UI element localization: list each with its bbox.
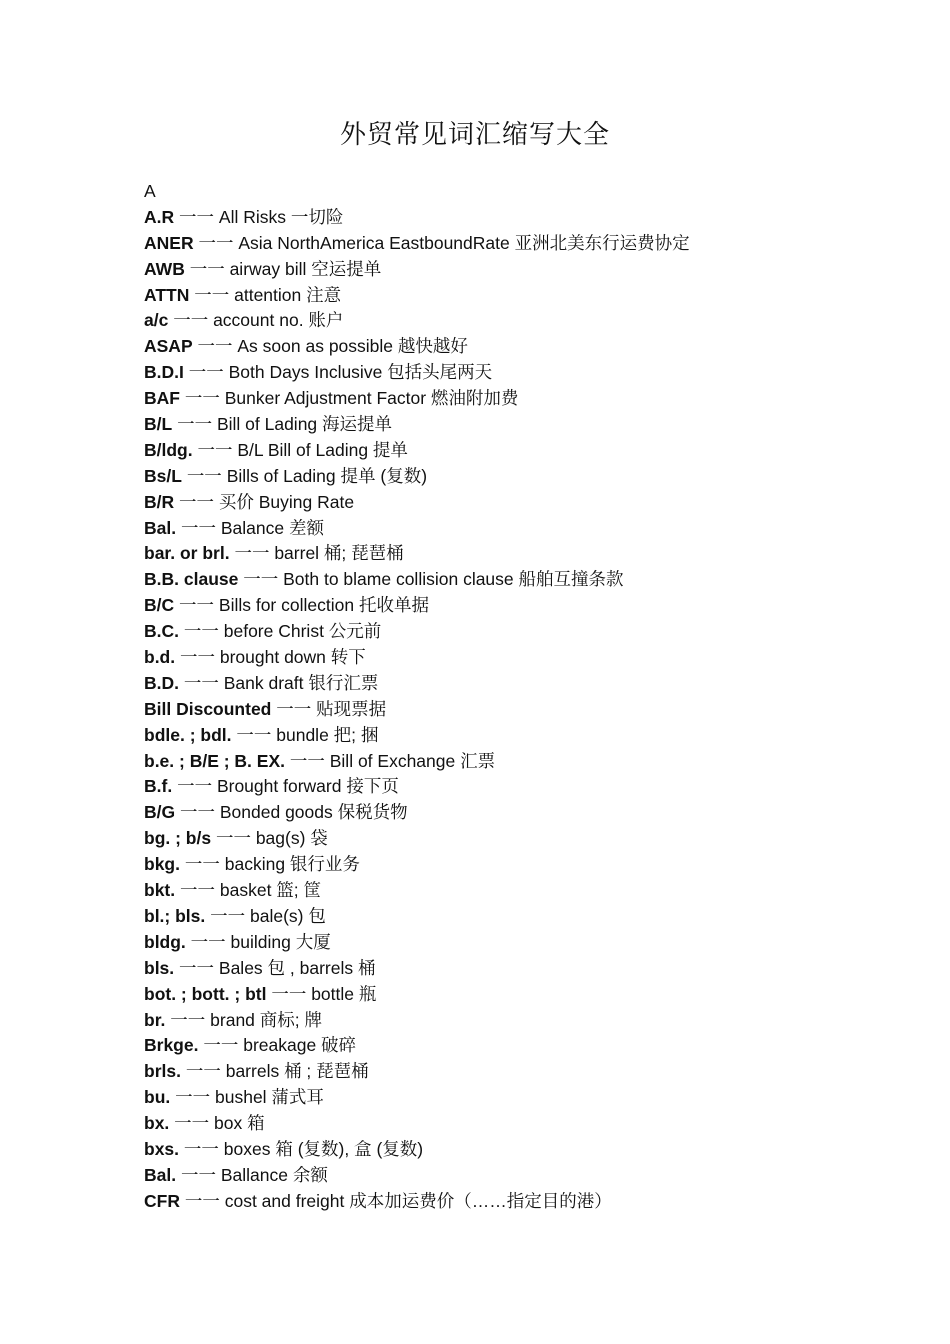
abbreviation-entry bbox=[144, 1033, 904, 1059]
abbreviation-definition: Bills for collection 托收单据 bbox=[218, 595, 429, 616]
abbreviation-term: BAF bbox=[144, 388, 180, 409]
abbreviation-definition: Balance 差额 bbox=[220, 517, 324, 538]
abbreviation-entry bbox=[144, 878, 904, 904]
abbreviation-definition: Bills of Lading 提单 (复数) bbox=[226, 465, 428, 486]
abbreviation-entry bbox=[144, 386, 904, 412]
abbreviation-entry bbox=[144, 749, 904, 775]
entry-separator: 一一 bbox=[210, 905, 246, 926]
abbreviation-definition: bale(s) 包 bbox=[250, 905, 326, 926]
entry-separator: 一一 bbox=[197, 336, 233, 357]
abbreviation-term: b.d. bbox=[144, 647, 176, 668]
entry-separator: 一一 bbox=[175, 1087, 211, 1108]
entry-separator: 一一 bbox=[215, 828, 251, 849]
abbreviation-entry bbox=[144, 334, 904, 360]
abbreviation-definition: Bank draft 银行汇票 bbox=[223, 672, 379, 693]
abbreviation-definition: 贴现票据 bbox=[316, 698, 387, 719]
abbreviation-term: Bill Discounted bbox=[144, 698, 272, 719]
abbreviation-definition: Bales 包 , barrels 桶 bbox=[218, 957, 376, 978]
abbreviation-entry bbox=[144, 619, 904, 645]
abbreviation-definition: Asia NorthAmerica EastboundRate 亚洲北美东行运费协定 bbox=[238, 232, 690, 253]
abbreviation-entry bbox=[144, 982, 904, 1008]
abbreviation-definition: 买价 Buying Rate bbox=[218, 491, 355, 512]
abbreviation-definition: account no. 账户 bbox=[213, 310, 344, 331]
abbreviation-definition: box 箱 bbox=[214, 1113, 265, 1134]
abbreviation-definition: before Christ 公元前 bbox=[223, 621, 382, 642]
abbreviation-entry bbox=[144, 800, 904, 826]
abbreviation-term: brls. bbox=[144, 1061, 181, 1082]
abbreviation-definition: Both Days Inclusive 包括头尾两天 bbox=[228, 362, 493, 383]
abbreviation-term: b.e. ; B/E ; B. EX. bbox=[144, 750, 285, 771]
abbreviation-definition: building 大厦 bbox=[230, 931, 331, 952]
abbreviation-definition: bushel 蒲式耳 bbox=[215, 1087, 324, 1108]
abbreviation-term: B/G bbox=[144, 802, 176, 823]
abbreviation-definition: barrel 桶; 琵琶桶 bbox=[274, 543, 404, 564]
abbreviation-term: B/R bbox=[144, 491, 175, 512]
entry-separator: 一一 bbox=[183, 621, 219, 642]
entry-separator: 一一 bbox=[189, 258, 225, 279]
entry-separator: 一一 bbox=[179, 206, 215, 227]
entry-separator: 一一 bbox=[183, 672, 219, 693]
entry-separator: 一一 bbox=[197, 439, 233, 460]
entry-separator: 一一 bbox=[271, 983, 307, 1004]
abbreviation-definition: brand 商标; 牌 bbox=[210, 1009, 323, 1030]
abbreviation-definition: As soon as possible 越快越好 bbox=[237, 336, 468, 357]
abbreviation-entry bbox=[144, 1008, 904, 1034]
abbreviation-term: bldg. bbox=[144, 931, 186, 952]
entry-separator: 一一 bbox=[173, 310, 209, 331]
document-title: 外贸常见词汇缩写大全 bbox=[339, 120, 610, 150]
abbreviation-entry bbox=[144, 645, 904, 671]
entry-container bbox=[144, 205, 904, 1215]
abbreviation-entry bbox=[144, 464, 904, 490]
abbreviation-term: A.R bbox=[144, 206, 175, 227]
abbreviation-term: br. bbox=[144, 1009, 166, 1030]
entry-separator: 一一 bbox=[179, 957, 215, 978]
abbreviation-term: B.f. bbox=[144, 776, 173, 797]
entry-separator: 一一 bbox=[184, 388, 220, 409]
entry-separator: 一一 bbox=[180, 517, 216, 538]
abbreviation-entry bbox=[144, 541, 904, 567]
abbreviation-entry bbox=[144, 904, 904, 930]
abbreviation-entry bbox=[144, 852, 904, 878]
abbreviation-term: a/c bbox=[144, 310, 169, 331]
abbreviation-entry bbox=[144, 412, 904, 438]
abbreviation-term: Bal. bbox=[144, 1164, 177, 1185]
abbreviation-entry bbox=[144, 360, 904, 386]
abbreviation-entry bbox=[144, 205, 904, 231]
abbreviation-entry bbox=[144, 490, 904, 516]
abbreviation-term: bu. bbox=[144, 1087, 171, 1108]
entry-separator: 一一 bbox=[186, 465, 222, 486]
abbreviation-term: B.D.I bbox=[144, 362, 184, 383]
abbreviation-entry bbox=[144, 723, 904, 749]
abbreviation-entry bbox=[144, 231, 904, 257]
abbreviation-entry bbox=[144, 774, 904, 800]
entry-separator: 一一 bbox=[180, 1164, 216, 1185]
entry-separator: 一一 bbox=[276, 698, 312, 719]
entry-separator: 一一 bbox=[179, 647, 215, 668]
abbreviation-entry bbox=[144, 516, 904, 542]
abbreviation-term: bl.; bls. bbox=[144, 905, 206, 926]
abbreviation-definition: Brought forward 接下页 bbox=[216, 776, 399, 797]
abbreviation-term: bar. or brl. bbox=[144, 543, 230, 564]
entry-separator: 一一 bbox=[179, 491, 215, 512]
abbreviation-term: ANER bbox=[144, 232, 194, 253]
abbreviation-entry bbox=[144, 956, 904, 982]
abbreviation-term: bot. ; bott. ; btl bbox=[144, 983, 267, 1004]
abbreviation-term: AWB bbox=[144, 258, 185, 279]
entry-separator: 一一 bbox=[184, 1190, 220, 1211]
abbreviation-definition: Bill of Lading 海运提单 bbox=[216, 414, 393, 435]
abbreviation-definition: basket 篮; 筐 bbox=[219, 880, 322, 901]
abbreviation-entry bbox=[144, 257, 904, 283]
abbreviation-entry bbox=[144, 697, 904, 723]
abbreviation-entry bbox=[144, 1111, 904, 1137]
entry-separator: 一一 bbox=[180, 880, 215, 901]
abbreviation-entry bbox=[144, 1085, 904, 1111]
abbreviation-term: Bs/L bbox=[144, 465, 182, 486]
abbreviation-definition: B/L Bill of Lading 提单 bbox=[237, 439, 408, 460]
abbreviation-definition: breakage 破碎 bbox=[243, 1035, 357, 1056]
abbreviation-definition: brought down 转下 bbox=[219, 647, 366, 668]
entry-separator: 一一 bbox=[179, 595, 215, 616]
entry-separator: 一一 bbox=[174, 1113, 210, 1134]
abbreviation-term: B/ldg. bbox=[144, 439, 193, 460]
abbreviation-definition: Bonded goods 保税货物 bbox=[219, 802, 408, 823]
entry-separator: 一一 bbox=[236, 724, 272, 745]
entry-separator: 一一 bbox=[185, 1061, 221, 1082]
abbreviation-list bbox=[144, 179, 904, 1215]
abbreviation-term: Bal. bbox=[144, 517, 177, 538]
abbreviation-term: CFR bbox=[144, 1190, 180, 1211]
section-letter: A bbox=[144, 181, 156, 201]
abbreviation-term: B.C. bbox=[144, 621, 179, 642]
abbreviation-term: Brkge. bbox=[144, 1035, 199, 1056]
abbreviation-term: bkg. bbox=[144, 854, 180, 875]
abbreviation-definition: Bill of Exchange 汇票 bbox=[329, 750, 496, 771]
abbreviation-term: bdle. ; bdl. bbox=[144, 724, 232, 745]
entry-separator: 一一 bbox=[184, 854, 220, 875]
entry-separator: 一一 bbox=[194, 284, 230, 305]
entry-separator: 一一 bbox=[289, 750, 325, 771]
abbreviation-entry bbox=[144, 1163, 904, 1189]
abbreviation-term: bkt. bbox=[144, 880, 176, 901]
abbreviation-term: bg. ; b/s bbox=[144, 828, 212, 849]
abbreviation-term: bls. bbox=[144, 957, 175, 978]
abbreviation-definition: bag(s) 袋 bbox=[255, 828, 328, 849]
abbreviation-definition: airway bill 空运提单 bbox=[229, 258, 382, 279]
abbreviation-entry bbox=[144, 930, 904, 956]
abbreviation-definition: Bunker Adjustment Factor 燃油附加费 bbox=[224, 388, 519, 409]
abbreviation-entry bbox=[144, 1189, 904, 1215]
entry-separator: 一一 bbox=[183, 1138, 219, 1159]
abbreviation-entry bbox=[144, 283, 904, 309]
abbreviation-entry bbox=[144, 593, 904, 619]
abbreviation-term: ATTN bbox=[144, 284, 190, 305]
abbreviation-definition: attention 注意 bbox=[234, 284, 342, 305]
abbreviation-term: ASAP bbox=[144, 336, 193, 357]
abbreviation-entry bbox=[144, 308, 904, 334]
abbreviation-entry bbox=[144, 1137, 904, 1163]
abbreviation-term: bxs. bbox=[144, 1138, 180, 1159]
entry-separator: 一一 bbox=[243, 569, 279, 590]
entry-separator: 一一 bbox=[190, 931, 226, 952]
entry-separator: 一一 bbox=[203, 1035, 239, 1056]
entry-separator: 一一 bbox=[177, 776, 213, 797]
abbreviation-definition: All Risks 一切险 bbox=[218, 206, 344, 227]
abbreviation-definition: boxes 箱 (复数), 盒 (复数) bbox=[223, 1138, 424, 1159]
abbreviation-definition: bottle 瓶 bbox=[311, 983, 377, 1004]
abbreviation-entry bbox=[144, 567, 904, 593]
abbreviation-entry bbox=[144, 438, 904, 464]
abbreviation-definition: barrels 桶 ; 琵琶桶 bbox=[225, 1061, 369, 1082]
entry-separator: 一一 bbox=[188, 362, 224, 383]
abbreviation-entry bbox=[144, 1059, 904, 1085]
abbreviation-definition: backing 银行业务 bbox=[224, 854, 360, 875]
entry-separator: 一一 bbox=[177, 414, 213, 435]
abbreviation-definition: Both to blame collision clause 船舶互撞条款 bbox=[283, 569, 624, 590]
entry-separator: 一一 bbox=[170, 1009, 206, 1030]
abbreviation-term: B/C bbox=[144, 595, 175, 616]
abbreviation-entry bbox=[144, 671, 904, 697]
abbreviation-term: B.B. clause bbox=[144, 569, 239, 590]
abbreviation-term: B/L bbox=[144, 414, 173, 435]
entry-separator: 一一 bbox=[180, 802, 215, 823]
abbreviation-entry bbox=[144, 826, 904, 852]
entry-separator: 一一 bbox=[198, 232, 234, 253]
entry-separator: 一一 bbox=[234, 543, 270, 564]
abbreviation-term: bx. bbox=[144, 1113, 170, 1134]
abbreviation-definition: Ballance 余额 bbox=[220, 1164, 328, 1185]
abbreviation-definition: cost and freight 成本加运费价（……指定目的港） bbox=[224, 1190, 612, 1211]
abbreviation-term: B.D. bbox=[144, 672, 179, 693]
abbreviation-definition: bundle 把; 捆 bbox=[276, 724, 379, 745]
